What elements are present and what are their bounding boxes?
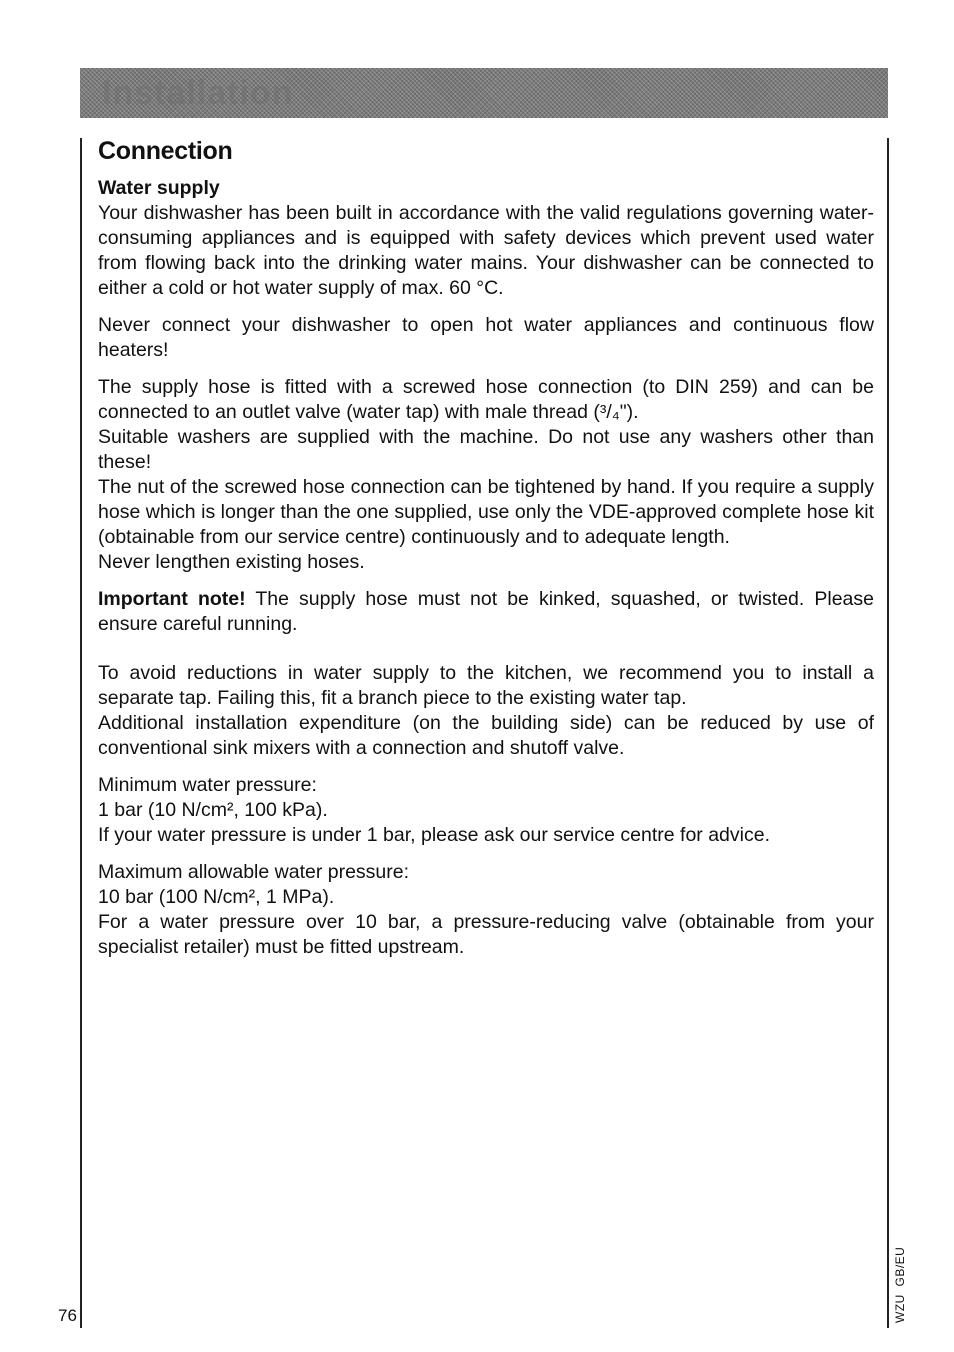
side-code: WZU GB/EU <box>893 1246 907 1323</box>
right-margin-rule <box>887 138 889 1328</box>
max-pressure-advice: For a water pressure over 10 bar, a pressure-reducing valve (obtainable from your specialist retailer) must be fitted upstream. <box>98 911 874 958</box>
important-note-text: The supply hose must not be kinked, squashed, or twisted. Please ensure careful running. <box>98 588 874 635</box>
max-pressure-value: 10 bar (100 N/cm², 1 MPa). <box>98 886 335 908</box>
paragraph-nut: The nut of the screwed hose connection can be tightened by hand. If you require a supply hose which is longer than the one supplied, use only the VDE-approved complete hose kit (obtainable from our service centre) continuously and to adequate length. <box>98 476 874 548</box>
main-content <box>98 134 874 960</box>
left-margin-rule <box>80 138 82 1328</box>
max-pressure-label: Maximum allowable water pressure: <box>98 861 410 883</box>
page-heading: Connection <box>98 137 233 165</box>
subheading-water-supply: Water supply <box>98 177 220 199</box>
important-note-label: Important note! <box>98 588 246 610</box>
paragraph-washers: Suitable washers are supplied with the machine. Do not use any washers other than these! <box>98 426 874 473</box>
paragraph-important-note <box>98 587 874 637</box>
page-number: 76 <box>58 1306 77 1325</box>
paragraph-never-connect: Never connect your dishwasher to open hot water appliances and continuous flow heaters! <box>98 314 874 361</box>
paragraph-supply-hose: The supply hose is fitted with a screwed hose connection (to DIN 259) and can be connected to an outlet valve (water tap) with male thread (³/₄"). <box>98 376 874 423</box>
paragraph-intro: Your dishwasher has been built in accordance with the valid regulations governing water-consuming appliances and is equipped with safety devices which prevent used water from flowing back into the drinking water mains. Your dishwasher can be connected to either a cold or hot water supply of max. 60 °C. <box>98 202 874 299</box>
paragraph-never-lengthen: Never lengthen existing hoses. <box>98 551 365 573</box>
paragraph-additional-installation: Additional installation expenditure (on the building side) can be reduced by use of conventional sink mixers with a connection and shutoff valve. <box>98 712 874 759</box>
min-pressure-label: Minimum water pressure: <box>98 774 317 796</box>
section-title: Installation <box>102 74 294 112</box>
paragraph-avoid-reductions: To avoid reductions in water supply to the kitchen, we recommend you to install a separate tap. Failing this, fit a branch piece to the existing water tap. <box>98 662 874 709</box>
section-header-band <box>80 68 888 118</box>
min-pressure-value: 1 bar (10 N/cm², 100 kPa). <box>98 799 328 821</box>
min-pressure-advice: If your water pressure is under 1 bar, please ask our service centre for advice. <box>98 824 770 846</box>
